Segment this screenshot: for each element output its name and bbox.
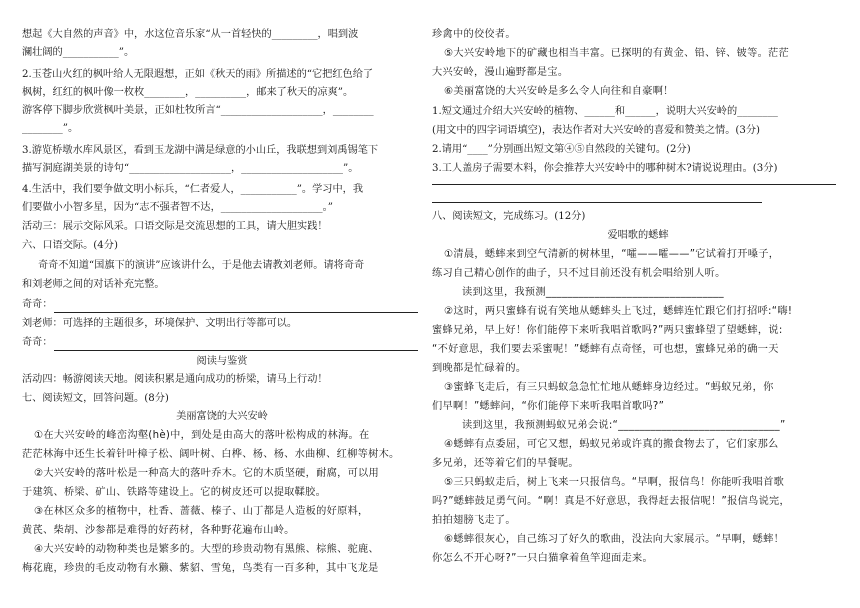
section-title: 阅读与鉴赏: [196, 356, 248, 367]
passage-line: ③蜜蜂飞走后，有三只蚂蚁急急忙忙地从蟋蟀身边经过。“蚂蚁兄弟，你: [444, 382, 774, 393]
text-line: 和刘老师之间的对话补充完整。: [22, 279, 165, 290]
passage-line: ③在林区众多的植物中，杜香、蔷薇、榛子、山丁都是人造板的好原料，: [34, 506, 369, 517]
passage-line: “不好意思，我们要去采蜜呢！”蟋蟀有点奇怪，可也想，蜜蜂兄弟的确一天: [432, 344, 779, 355]
text-line: ________”。: [22, 123, 79, 134]
section-heading: 六、口语交际。(4分): [22, 240, 118, 251]
passage-line: 到晚都是忙碌着的。: [432, 363, 527, 374]
passage-line: 练习自己精心创作的曲子，只不过目前还没有机会唱给别人听。: [432, 268, 726, 279]
dialog-speaker: 奇奇：: [22, 337, 53, 348]
dialog-line: 刘老师：可选择的主题很多，环境保护、文明出行等都可以。: [22, 318, 298, 329]
passage-line: ⑥美丽富饶的大兴安岭是多么令人向往和自豪啊！: [444, 86, 674, 97]
answer-line[interactable]: [54, 350, 418, 351]
answer-line[interactable]: [54, 312, 418, 313]
prediction-prompt: 读到这里，我预测_________________________________: [462, 287, 724, 298]
answer-line[interactable]: [432, 202, 762, 203]
passage-line: ⑥蟋蟀很灰心，自己练习了好久的歌曲，没法向大家展示。“早啊，蟋蟀！: [444, 534, 785, 545]
passage-line: ①在大兴安岭的峰峦沟壑(hè)中，到处是由高大的落叶松构成的林海。在: [34, 430, 370, 441]
text-line: 描写洞庭湖美景的诗句“____________________，____________________”。: [22, 163, 359, 174]
passage-line: 们早啊！”蟋蟀问，“你们能停下来听我唱首歌吗?”: [432, 401, 665, 412]
question-line: 2.请用“____”分别画出短文第④⑤自然段的关键句。(2分): [432, 144, 691, 155]
question-line: 3.游览桥墩水库风景区，看到玉龙湖中满是绿意的小山丘，我联想到刘禹锡笔下: [22, 145, 379, 156]
question-line: 1.短文通过介绍大兴安岭的植物、______和______，说明大兴安岭的________: [432, 106, 778, 117]
passage-line: 黄芪、柴胡、沙参都是难得的好药材，各种野花遍布山岭。: [22, 525, 295, 536]
activity-heading: 活动三：展示交际风采。口语交际是交流思想的工具，请大胆实践！: [22, 221, 328, 232]
passage-line: 多兄弟，还等着它们的早餐呢。: [432, 458, 579, 469]
text-line: 想起《大自然的声音》中，水这位音乐家“从一首轻快的_________，唱到波: [22, 29, 359, 40]
dialog-speaker: 奇奇：: [22, 299, 53, 310]
text-line: 们要做小小智多星，因为“志不强者智不达，____________________。”: [22, 202, 333, 213]
passage-line: 吗?”蟋蟀鼓足勇气问。“啊！真是不好意思，我得赶去报信呢！”报信鸟说完，: [432, 496, 791, 507]
text-line: 奇奇不知道“国旗下的演讲”应该讲什么，于是他去请教刘老师。请将奇奇: [38, 260, 365, 271]
passage-line: ⑤大兴安岭地下的矿藏也相当丰富。已探明的有黄金、铅、锌、铍等。茫茫: [444, 48, 790, 59]
text-line: 游客停下脚步欣赏枫叶美景，正如杜牧所言“____________________，________: [22, 105, 374, 116]
passage-line: 于建筑、桥梁、矿山、铁路等建设上。它的树皮还可以提取鞣胶。: [22, 487, 327, 498]
passage-line: 拍拍翅膀飞走了。: [432, 515, 516, 526]
activity-heading: 活动四：畅游阅读天地。阅读积累是通向成功的桥梁，请马上行动！: [22, 374, 328, 385]
passage-line: ②大兴安岭的落叶松是一种高大的落叶乔木。它的木质坚硬，耐腐，可以用: [34, 468, 380, 479]
question-line: 3.工人盖房子需要木料，你会推荐大兴安岭中的哪种树木?请说说理由。(3分): [432, 163, 778, 174]
text-line: 澜壮阔的___________”。: [22, 47, 135, 58]
passage-line: ②这时，两只蜜蜂有说有笑地从蟋蟀头上飞过，蟋蟀连忙跟它们打招呼:“嗨!: [444, 306, 793, 317]
answer-line[interactable]: [432, 184, 836, 185]
passage-title: 美丽富饶的大兴安岭: [176, 411, 268, 422]
question-line: 2.玉苍山火红的枫叶给人无限遐想，正如《秋天的雨》所描述的“它把红色给了: [22, 69, 374, 80]
passage-line: ④大兴安岭的动物种类也是繁多的。大型的珍贵动物有黑熊、棕熊、驼鹿、: [34, 544, 380, 555]
passage-line: ④蟋蟀有点委屈，可它又想，蚂蚁兄弟或许真的搬食物去了，它们家那么: [444, 439, 779, 450]
passage-line: ⑤三只蚂蚁走后，树上飞来一只报信鸟。“早啊，报信鸟！你能听我唱首歌: [444, 477, 785, 488]
text-line: 枫树，红红的枫叶像一枚枚________，__________，邮来了秋天的凉爽”。: [22, 87, 354, 98]
passage-title: 爱唱歌的蟋蟀: [607, 230, 669, 241]
passage-line: 大兴安岭，漫山遍野都是宝。: [432, 67, 569, 78]
text-line: (用文中的四字词语填空)，表达作者对大兴安岭的喜爱和赞美之情。(3分): [432, 125, 761, 136]
passage-line: 茫茫林海中还生长着针叶樟子松、阔叶树、白桦、杨、杨、水曲柳、红柳等树木。: [22, 449, 400, 460]
passage-line: 你怎么不开心呀?”一只白猫拿着鱼竿迎面走来。: [432, 553, 654, 564]
passage-line: 珍禽中的佼佼者。: [432, 29, 516, 40]
prediction-prompt: 读到这里，我预测蚂蚁兄弟会说:“______________________________”: [462, 420, 786, 431]
question-line: 4.生活中，我们要争做文明小标兵，“仁者爱人，___________”。学习中，我: [22, 184, 364, 195]
passage-line: 梅花鹿，珍贵的毛皮动物有水獭、紫貂、雪兔，鸟类有一百多种，其中飞龙是: [22, 563, 379, 574]
passage-line: ①清晨，蟋蟀来到空气清新的树林里，“嚯——嚯——”它试着打开嗓子，: [444, 249, 780, 260]
section-heading: 八、阅读短文，完成练习。(12分): [432, 211, 586, 222]
passage-line: 蜜蜂兄弟，早上好！你们能停下来听我唱首歌吗?”两只蜜蜂望了望蟋蟀，说:: [432, 325, 783, 336]
section-heading: 七、阅读短文，回答问题。(8分): [22, 393, 169, 404]
